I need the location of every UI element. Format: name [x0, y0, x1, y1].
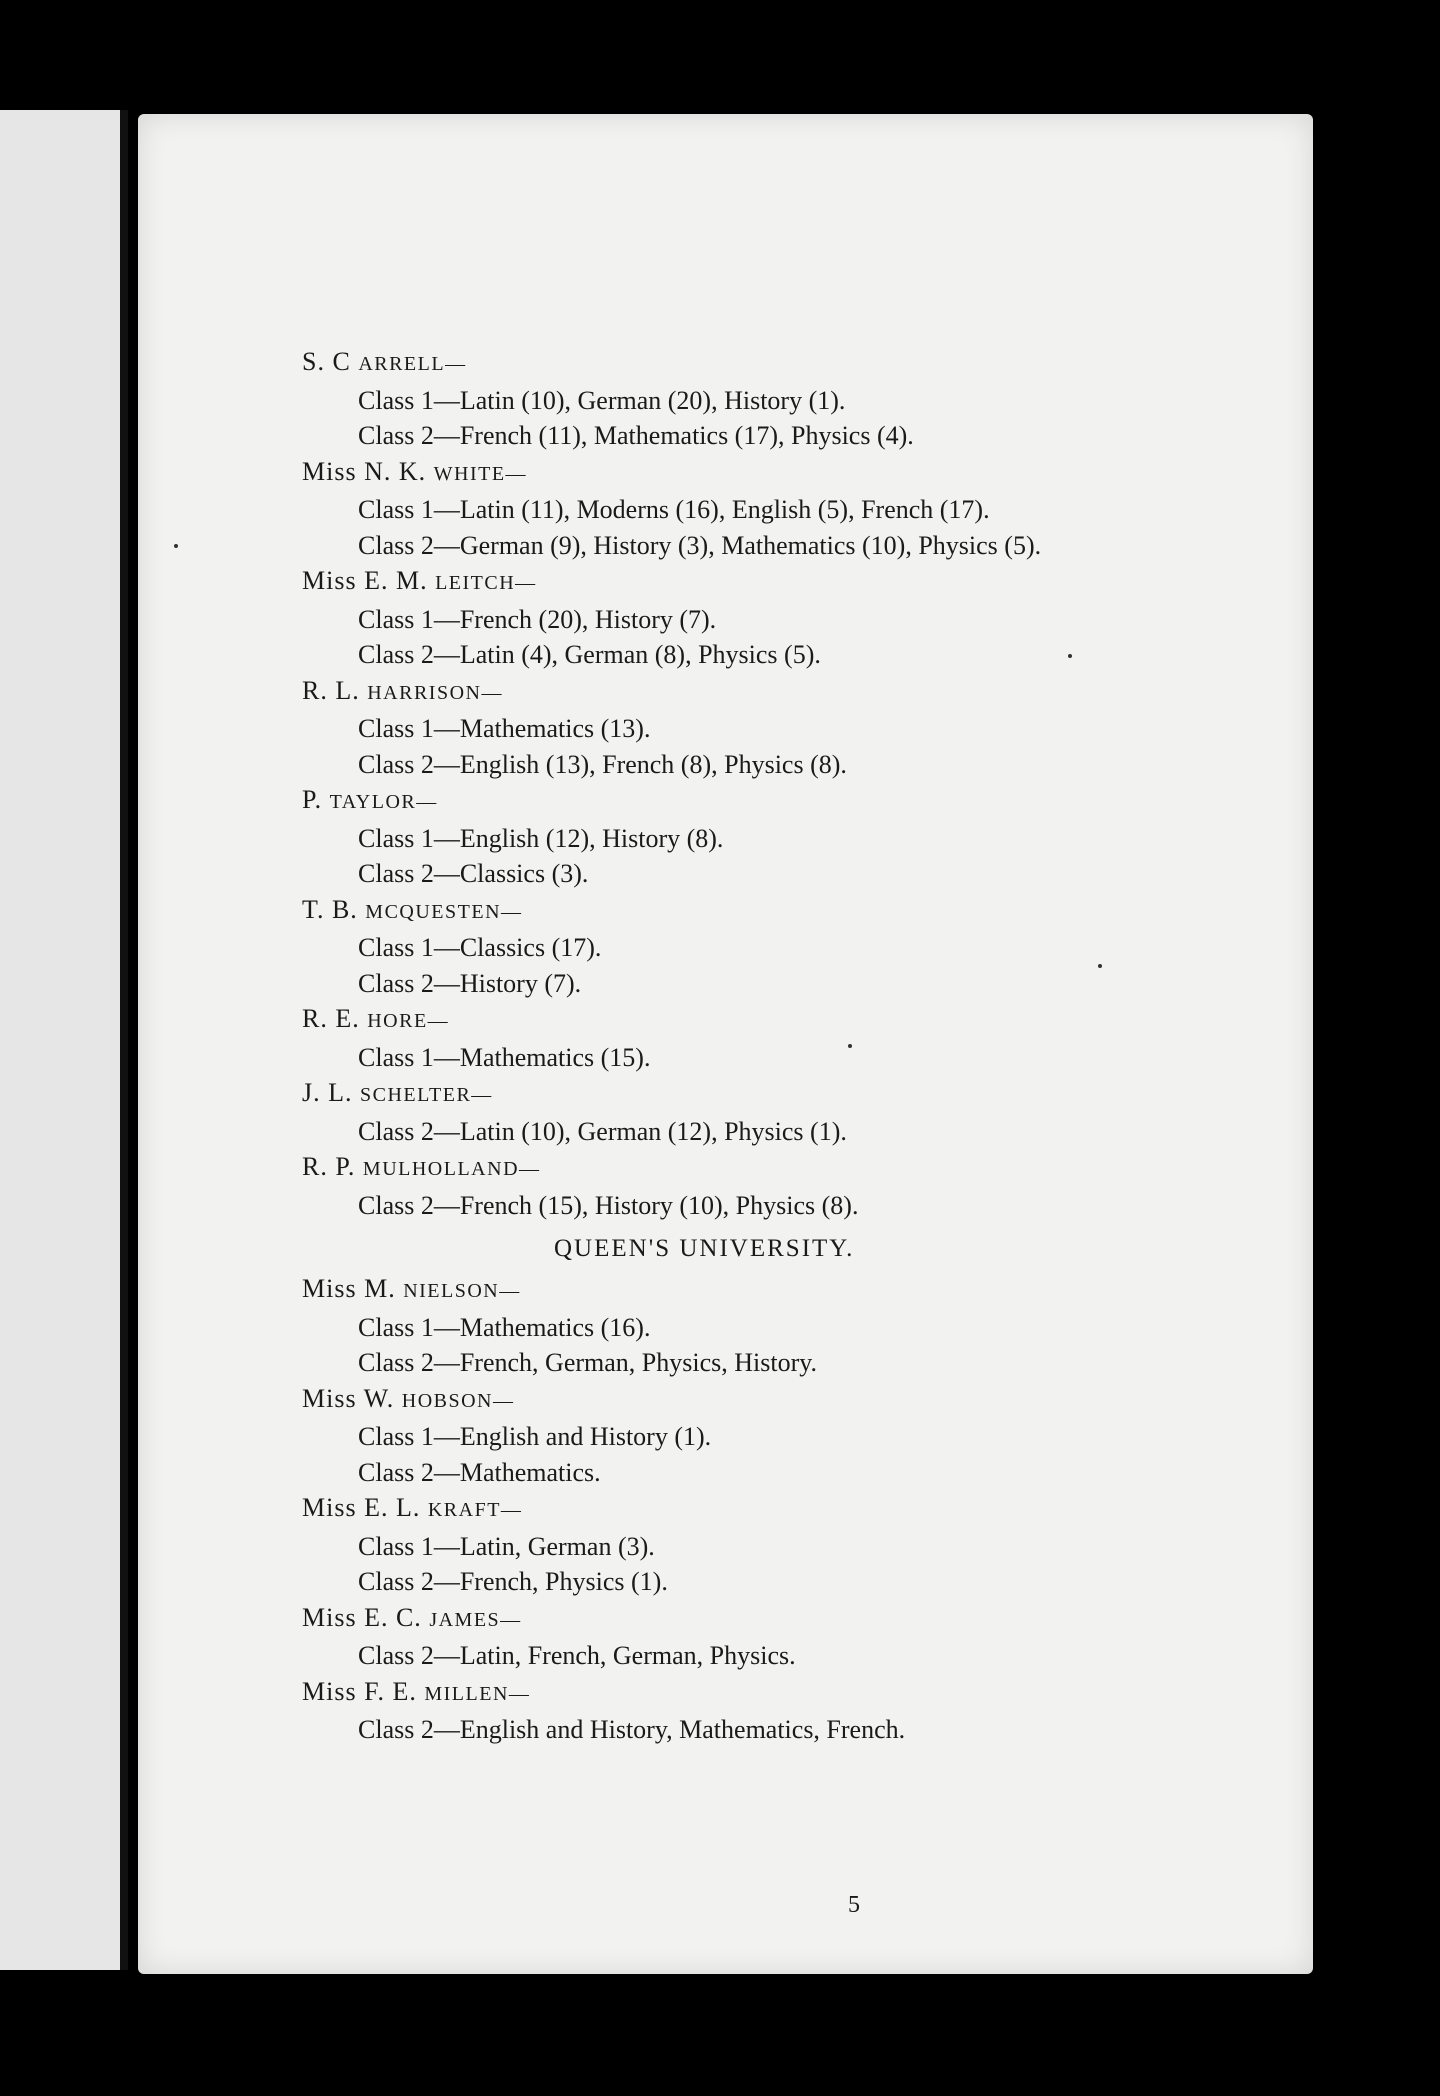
- student-name-prefix: R. E.: [302, 1004, 360, 1033]
- class-result: Class 1—Latin, German (3).: [358, 1531, 655, 1561]
- class-result: Class 2—English and History, Mathematics, French.: [358, 1715, 906, 1744]
- class-result: Class 1—English and History (1).: [358, 1422, 712, 1451]
- student-surname: WHITE—: [433, 462, 528, 485]
- class-result: Class 2—French (15), History (10), Physics (8).: [358, 1190, 859, 1220]
- student-name: [302, 1381, 1202, 1420]
- student-name: [302, 1075, 1202, 1114]
- student-surname: NIELSON—: [403, 1280, 521, 1302]
- student-surname: MILLEN—: [424, 1682, 531, 1705]
- student-name: [302, 782, 1202, 821]
- page-number: 5: [848, 1892, 860, 1918]
- student-name: [302, 1271, 1202, 1310]
- student-name-prefix: P.: [302, 785, 323, 814]
- student-name-prefix: Miss N. K.: [302, 456, 427, 486]
- entries-top: [302, 344, 1202, 1223]
- student-name: [302, 1001, 1202, 1040]
- student-name-prefix: J. L.: [302, 1078, 353, 1107]
- section-heading: QUEEN'S UNIVERSITY.: [554, 1235, 855, 1262]
- student-surname: HARRISON—: [367, 681, 503, 704]
- student-name: [302, 673, 1202, 712]
- class-result: Class 2—History (7).: [358, 968, 582, 998]
- student-name-prefix: R. L.: [302, 675, 360, 705]
- class-result: Class 2—Classics (3).: [358, 859, 589, 888]
- class-result: Class 1—Mathematics (13).: [358, 714, 651, 743]
- student-name-prefix: Miss E. C.: [302, 1602, 422, 1632]
- student-name: [302, 892, 1202, 931]
- student-surname: ARRELL—: [358, 353, 467, 375]
- student-name-prefix: S. C: [302, 347, 351, 376]
- student-name-prefix: Miss E. L.: [302, 1493, 421, 1522]
- student-name-prefix: Miss M.: [302, 1274, 396, 1303]
- student-name: [302, 454, 1202, 493]
- student-name: [302, 344, 1202, 383]
- student-surname: LEITCH—: [435, 572, 537, 594]
- class-result: Class 1—Latin (11), Moderns (16), English (5), French (17).: [358, 495, 990, 524]
- class-result: Class 1—English (12), History (8).: [358, 823, 724, 853]
- results-list: [302, 344, 1202, 1748]
- student-name: [302, 563, 1202, 602]
- student-name: [302, 1490, 1202, 1529]
- class-result: Class 2—French, Physics (1).: [358, 1567, 668, 1596]
- facing-page-edge: [0, 110, 128, 1970]
- class-result: Class 2—French (11), Mathematics (17), Physics (4).: [358, 421, 914, 450]
- student-surname: MCQUESTEN—: [365, 900, 523, 923]
- class-result: Class 1—French (20), History (7).: [358, 604, 717, 634]
- student-name: [302, 1674, 1202, 1713]
- student-surname: SCHELTER—: [360, 1084, 493, 1106]
- student-surname: TAYLOR—: [329, 791, 438, 813]
- student-name: [302, 1600, 1202, 1639]
- class-result: Class 2—Mathematics.: [358, 1457, 601, 1487]
- student-name: [302, 1149, 1202, 1188]
- student-surname: MULHOLLAND—: [362, 1158, 541, 1180]
- student-name-prefix: Miss E. M.: [302, 566, 428, 595]
- class-result: Class 1—Mathematics (15).: [358, 1042, 651, 1072]
- student-surname: KRAFT—: [427, 1499, 523, 1521]
- class-result: Class 2—English (13), French (8), Physics (8).: [358, 749, 847, 779]
- student-name-prefix: Miss W.: [302, 1383, 395, 1413]
- student-name-prefix: Miss F. E.: [302, 1676, 417, 1706]
- class-result: Class 2—Latin (10), German (12), Physics (1).: [358, 1116, 847, 1146]
- class-result: Class 1—Mathematics (16).: [358, 1312, 651, 1342]
- class-result: Class 2—Latin (4), German (8), Physics (5).: [358, 640, 821, 669]
- class-result: Class 1—Latin (10), German (20), History (1).: [358, 385, 846, 415]
- class-result: Class 2—German (9), History (3), Mathematics (10), Physics (5).: [358, 530, 1042, 560]
- student-surname: JAMES—: [429, 1608, 522, 1631]
- class-result: Class 2—French, German, Physics, History.: [358, 1348, 818, 1377]
- class-result: Class 1—Classics (17).: [358, 933, 602, 962]
- student-name-prefix: T. B.: [302, 894, 358, 924]
- student-surname: HORE—: [367, 1010, 450, 1032]
- student-surname: HOBSON—: [401, 1389, 515, 1412]
- entries-bottom: [302, 1271, 1202, 1748]
- class-result: Class 2—Latin, French, German, Physics.: [358, 1641, 796, 1670]
- student-name-prefix: R. P.: [302, 1152, 356, 1181]
